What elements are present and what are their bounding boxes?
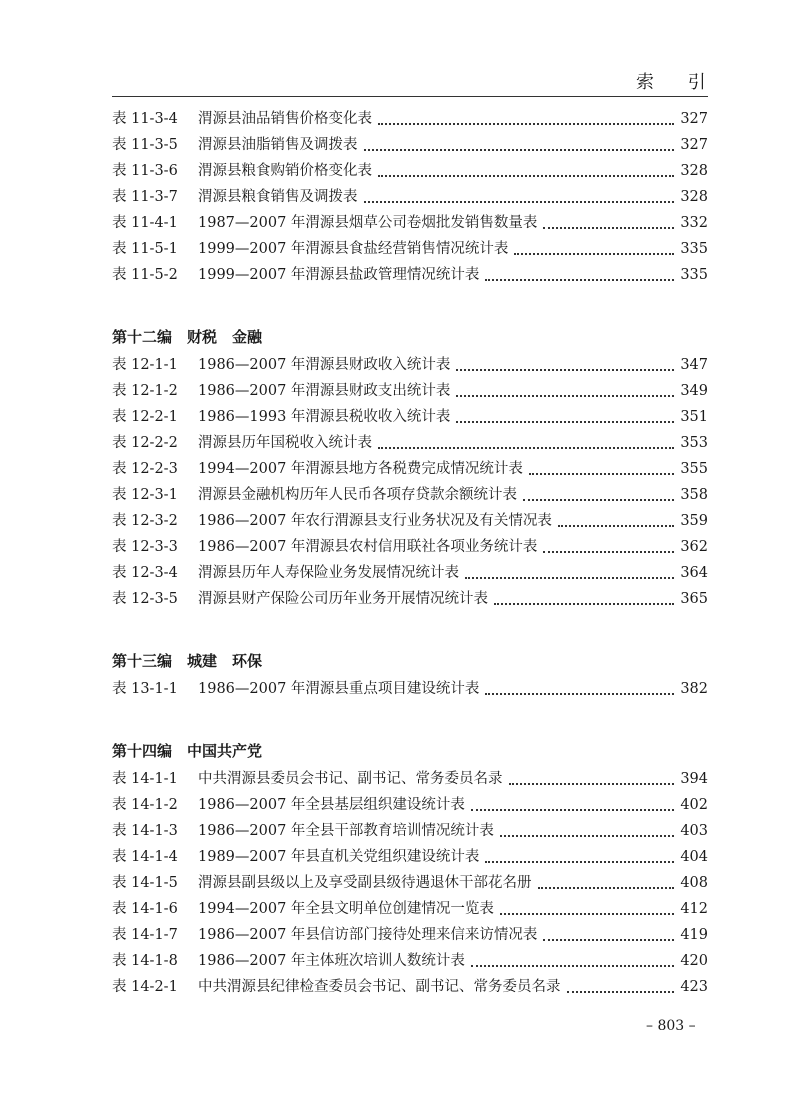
entry-page-number: 347 [680, 357, 708, 373]
entry-table-number: 表 14-1-5 [112, 875, 178, 891]
entry-title: 1986—2007 年全县基层组织建设统计表 [198, 797, 465, 813]
dot-leader [485, 844, 674, 863]
index-entry [112, 106, 708, 132]
entry-page-number: 327 [680, 137, 708, 153]
entry-title: 1986—2007 年主体班次培训人数统计表 [198, 953, 465, 969]
entry-table-number: 表 12-3-2 [112, 513, 178, 529]
dot-leader [456, 378, 674, 397]
entry-table-number: 表 14-1-3 [112, 823, 178, 839]
index-section [112, 106, 708, 288]
entry-table-number: 表 11-5-1 [112, 241, 178, 257]
entry-title: 1989—2007 年县直机关党组织建设统计表 [198, 849, 480, 865]
index-entry [112, 818, 708, 844]
entry-page-number: 328 [680, 189, 708, 205]
entry-title: 1986—2007 年渭源县重点项目建设统计表 [198, 681, 480, 697]
index-entry [112, 404, 708, 430]
dot-leader [543, 922, 674, 941]
running-header-title: 索 引 [636, 72, 720, 93]
entry-page-number: 355 [680, 461, 708, 477]
entry-title: 中共渭源县委员会书记、副书记、常务委员名录 [198, 771, 503, 787]
entry-page-number: 328 [680, 163, 708, 179]
entry-table-number: 表 11-4-1 [112, 215, 178, 231]
entry-title: 1994—2007 年渭源县地方各税费完成情况统计表 [198, 461, 523, 477]
entry-page-number: 382 [680, 681, 708, 697]
entry-title: 1986—2007 年县信访部门接待处理来信来访情况表 [198, 927, 538, 943]
entry-table-number: 表 12-3-1 [112, 487, 178, 503]
entry-page-number: 394 [680, 771, 708, 787]
entry-table-number: 表 14-1-2 [112, 797, 178, 813]
dot-leader [378, 430, 674, 449]
entry-table-number: 表 14-1-8 [112, 953, 178, 969]
entry-title: 1999—2007 年渭源县盐政管理情况统计表 [198, 267, 480, 283]
dot-leader [494, 586, 674, 605]
entry-table-number: 表 12-1-1 [112, 357, 178, 373]
entry-table-number: 表 12-3-4 [112, 565, 178, 581]
entry-title: 1986—2007 年农行渭源县支行业务状况及有关情况表 [198, 513, 552, 529]
entry-table-number: 表 11-3-4 [112, 111, 178, 127]
entry-table-number: 表 14-1-4 [112, 849, 178, 865]
entry-title: 1999—2007 年渭源县食盐经营销售情况统计表 [198, 241, 509, 257]
entry-page-number: 403 [680, 823, 708, 839]
entry-table-number: 表 14-1-7 [112, 927, 178, 943]
dot-leader [543, 534, 674, 553]
section-title: 第十二编 财税 金融 [112, 328, 263, 346]
entry-page-number: 402 [680, 797, 708, 813]
index-entry [112, 948, 708, 974]
entry-title: 渭源县油脂销售及调拨表 [198, 137, 358, 153]
index-entry [112, 352, 708, 378]
dot-leader [529, 456, 674, 475]
entry-title: 渭源县财产保险公司历年业务开展情况统计表 [198, 591, 488, 607]
index-entry [112, 236, 708, 262]
entry-title: 1986—2007 年渭源县财政支出统计表 [198, 383, 451, 399]
entry-page-number: 353 [680, 435, 708, 451]
entry-title: 渭源县粮食销售及调拨表 [198, 189, 358, 205]
entry-table-number: 表 14-1-1 [112, 771, 178, 787]
entry-title: 1986—1993 年渭源县税收收入统计表 [198, 409, 451, 425]
entry-table-number: 表 11-3-5 [112, 137, 178, 153]
entry-title: 渭源县历年人寿保险业务发展情况统计表 [198, 565, 459, 581]
dot-leader [465, 560, 674, 579]
entry-page-number: 335 [680, 267, 708, 283]
index-entry [112, 870, 708, 896]
index-entry [112, 456, 708, 482]
dot-leader [378, 106, 674, 125]
entry-page-number: 332 [680, 215, 708, 231]
index-entry [112, 896, 708, 922]
entry-page-number: 408 [680, 875, 708, 891]
dot-leader [558, 508, 674, 527]
dot-leader [523, 482, 674, 501]
entry-title: 1986—2007 年全县干部教育培训情况统计表 [198, 823, 494, 839]
dot-leader [485, 676, 674, 695]
entry-page-number: 364 [680, 565, 708, 581]
entry-table-number: 表 14-1-6 [112, 901, 178, 917]
index-entry [112, 792, 708, 818]
entry-page-number: 351 [680, 409, 708, 425]
entry-page-number: 365 [680, 591, 708, 607]
index-entry [112, 210, 708, 236]
dot-leader [364, 132, 675, 151]
dot-leader [567, 974, 675, 993]
index-entry [112, 262, 708, 288]
entry-page-number: 362 [680, 539, 708, 555]
entry-title: 渭源县副县级以上及享受副县级待遇退休干部花名册 [198, 875, 532, 891]
index-entry [112, 482, 708, 508]
entry-title: 渭源县历年国税收入统计表 [198, 435, 372, 451]
entry-title: 渭源县粮食购销价格变化表 [198, 163, 372, 179]
dot-leader [378, 158, 674, 177]
index-entry [112, 766, 708, 792]
entry-title: 渭源县金融机构历年人民币各项存贷款余额统计表 [198, 487, 517, 503]
index-entry [112, 430, 708, 456]
entry-page-number: 327 [680, 111, 708, 127]
entry-table-number: 表 12-1-2 [112, 383, 178, 399]
index-entry [112, 922, 708, 948]
entry-title: 渭源县油品销售价格变化表 [198, 111, 372, 127]
index-entry [112, 534, 708, 560]
entry-table-number: 表 12-2-3 [112, 461, 178, 477]
dot-leader [500, 818, 674, 837]
index-entry [112, 586, 708, 612]
index-entry [112, 676, 708, 702]
page-number: – 803 – [646, 1018, 696, 1034]
dot-leader [364, 184, 675, 203]
dot-leader [485, 262, 674, 281]
entry-table-number: 表 12-3-3 [112, 539, 178, 555]
dot-leader [514, 236, 674, 255]
entry-table-number: 表 12-3-5 [112, 591, 178, 607]
dot-leader [500, 896, 674, 915]
section-title: 第十四编 中国共产党 [112, 742, 263, 760]
entry-table-number: 表 14-2-1 [112, 979, 178, 995]
entry-table-number: 表 12-2-2 [112, 435, 178, 451]
index-entry [112, 132, 708, 158]
entry-table-number: 表 11-3-6 [112, 163, 178, 179]
entry-table-number: 表 11-3-7 [112, 189, 178, 205]
dot-leader [543, 210, 674, 229]
entry-page-number: 349 [680, 383, 708, 399]
dot-leader [538, 870, 675, 889]
entry-table-number: 表 11-5-2 [112, 267, 178, 283]
dot-leader [509, 766, 675, 785]
entry-page-number: 404 [680, 849, 708, 865]
dot-leader [471, 948, 674, 967]
entry-page-number: 358 [680, 487, 708, 503]
entry-table-number: 表 12-2-1 [112, 409, 178, 425]
section-title: 第十三编 城建 环保 [112, 652, 263, 670]
entry-table-number: 表 13-1-1 [112, 681, 178, 697]
index-section [112, 648, 708, 702]
table-index-list [112, 106, 708, 1036]
entry-page-number: 420 [680, 953, 708, 969]
entry-title: 中共渭源县纪律检查委员会书记、副书记、常务委员名录 [198, 979, 561, 995]
entry-page-number: 412 [680, 901, 708, 917]
entry-title: 1986—2007 年渭源县农村信用联社各项业务统计表 [198, 539, 538, 555]
index-entry [112, 378, 708, 404]
entry-page-number: 359 [680, 513, 708, 529]
index-section [112, 324, 708, 612]
entry-page-number: 423 [680, 979, 708, 995]
entry-page-number: 335 [680, 241, 708, 257]
index-entry [112, 184, 708, 210]
index-section [112, 738, 708, 1000]
index-entry [112, 508, 708, 534]
index-entry [112, 844, 708, 870]
index-entry [112, 974, 708, 1000]
entry-page-number: 419 [680, 927, 708, 943]
dot-leader [456, 352, 674, 371]
entry-title: 1986—2007 年渭源县财政收入统计表 [198, 357, 451, 373]
dot-leader [471, 792, 674, 811]
entry-title: 1994—2007 年全县文明单位创建情况一览表 [198, 901, 494, 917]
entry-title: 1987—2007 年渭源县烟草公司卷烟批发销售数量表 [198, 215, 538, 231]
dot-leader [456, 404, 674, 423]
index-entry [112, 158, 708, 184]
header-rule [112, 96, 708, 97]
index-entry [112, 560, 708, 586]
